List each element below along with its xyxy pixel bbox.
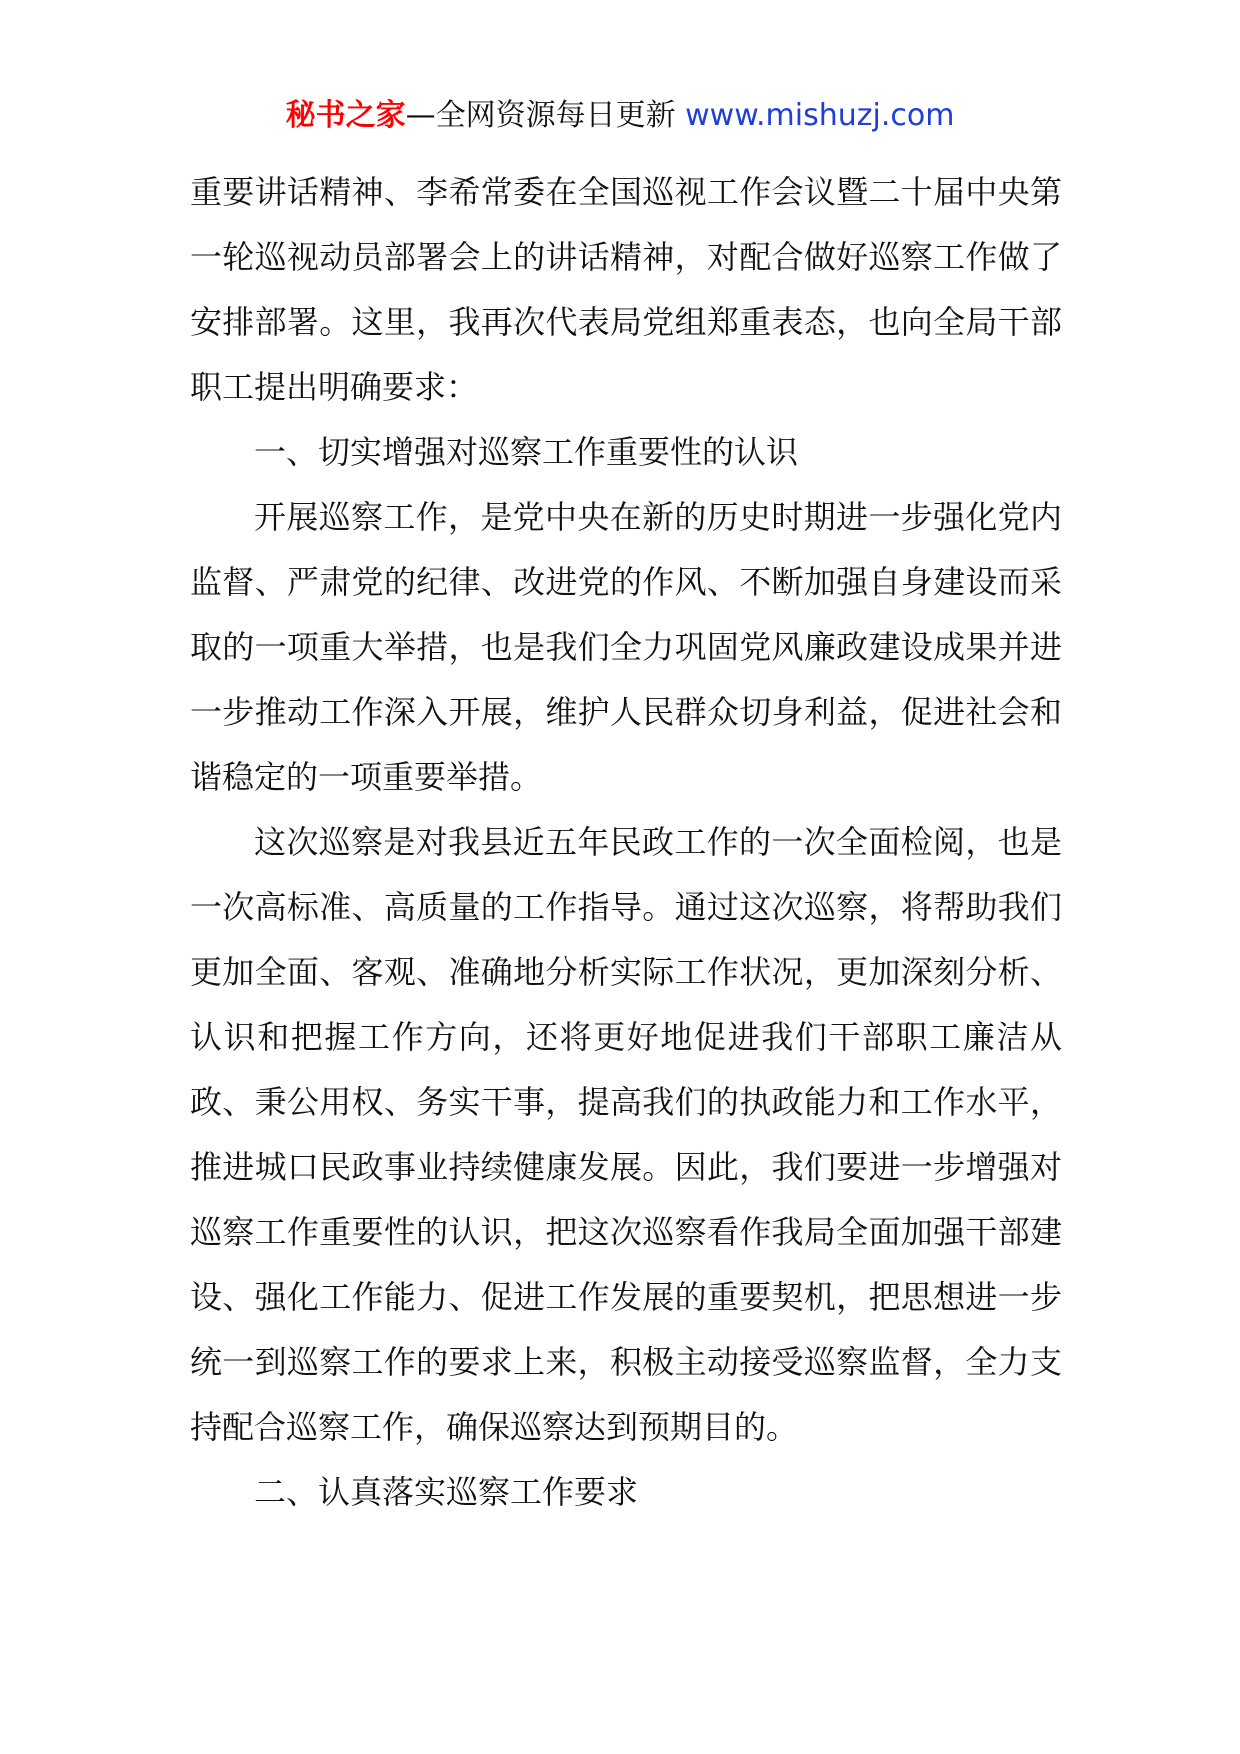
site-header: [0, 96, 1240, 136]
section-heading-2: 二、认真落实巡察工作要求: [254, 1473, 639, 1511]
paragraph-inspection: 这次巡察是对我县近五年民政工作的一次全面检阅，也是一次高标准、高质量的工作指导。通过这次巡察，将帮助我们更加全面、客观、准确地分析实际工作状况，更加深刻分析、认识和把握工作方向，还将更好地促进我们干部职工廉洁从政、秉公用权、务实干事，提高我们的执政能力和工作水平，推进城口民政事业持续健康发展。因此，我们要进一步增强对巡察工作重要性的认识，把这次巡察看作我局全面加强干部建设、强化工作能力、促进工作发展的重要契机，把思想进一步统一到巡察工作的要求上来，积极主动接受巡察监督，全力支持配合巡察工作，确保巡察达到预期目的。: [190, 823, 1062, 1446]
brand-name: 秘书之家: [285, 98, 406, 133]
paragraph-importance: 开展巡察工作，是党中央在新的历史时期进一步强化党内监督、严肃党的纪律、改进党的作风、不断加强自身建设而采取的一项重大举措，也是我们全力巩固党风廉政建设成果并进一步推动工作深入开展，维护人民群众切身利益，促进社会和谐稳定的一项重要举措。: [190, 498, 1062, 796]
paragraph-continuation: 重要讲话精神、李希常委在全国巡视工作会议暨二十届中央第一轮巡视动员部署会上的讲话精神，对配合做好巡察工作做了安排部署。这里，我再次代表局党组郑重表态，也向全局干部职工提出明确要求：: [190, 173, 1062, 406]
document-body: [190, 160, 1062, 1525]
section-heading-1: 一、切实增强对巡察工作重要性的认识: [254, 433, 799, 471]
header-tagline: —全网资源每日更新: [405, 98, 686, 133]
site-url-link[interactable]: www.mishuzj.com: [685, 98, 955, 133]
